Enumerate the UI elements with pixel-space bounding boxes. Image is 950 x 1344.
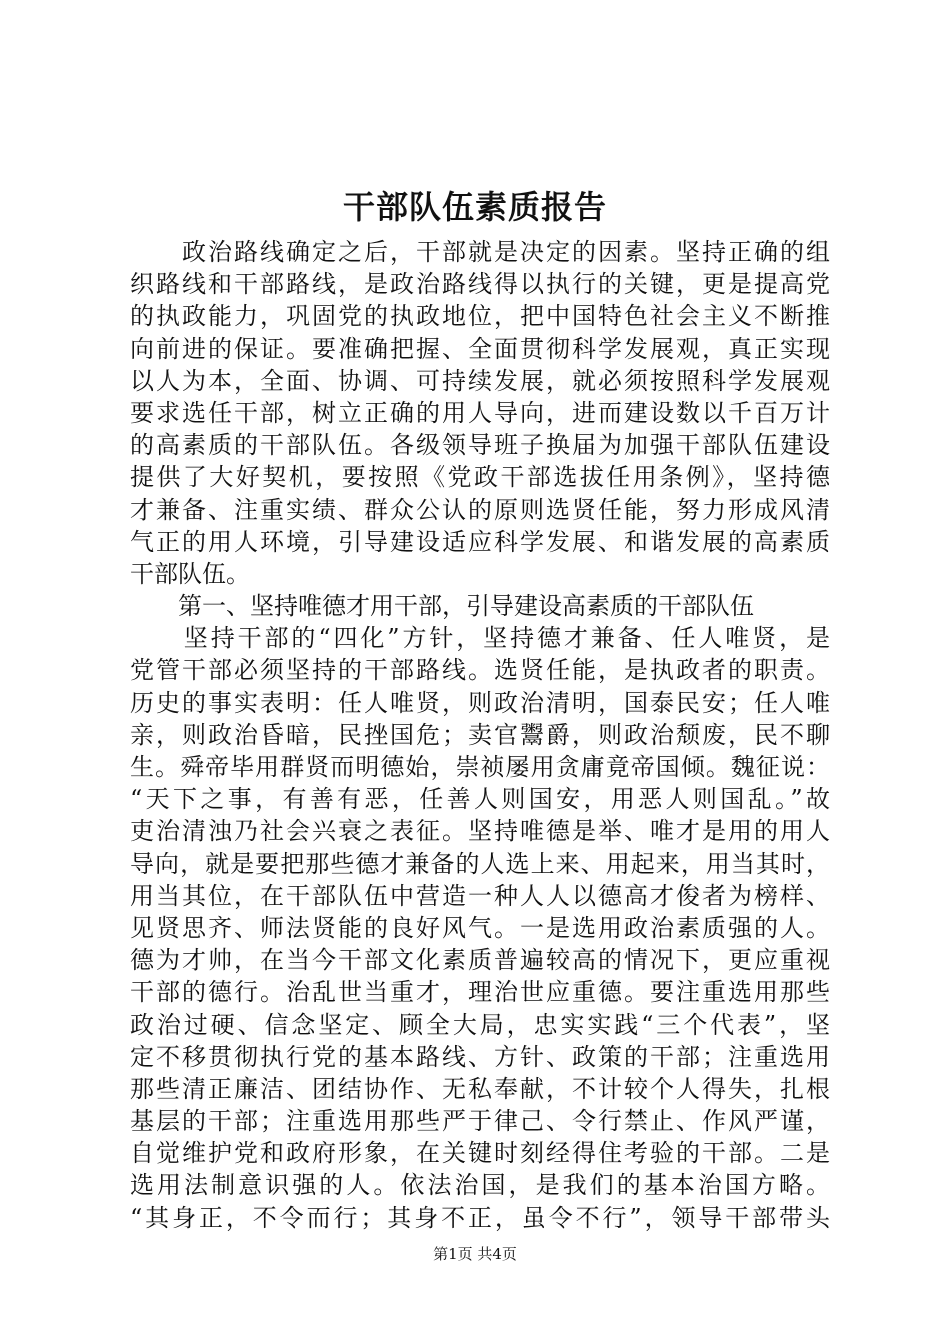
body-line: 干部的德行。治乱世当重才，理治世应重德。要注重选用那些 [130, 978, 830, 1007]
page-footer: 第1页 共4页 [433, 1245, 517, 1263]
body-line: 见贤思齐、师法贤能的良好风气。一是选用政治素质强的人。 [130, 913, 830, 942]
body-line: 基层的干部；注重选用那些严于律己、令行禁止、作风严谨， [130, 1107, 830, 1136]
body-line: 坚持干部的“四化”方针，坚持德才兼备、任人唯贤，是 [130, 624, 830, 653]
body-line: 织路线和干部路线，是政治路线得以执行的关键，更是提高党 [130, 270, 830, 299]
body-line: 的高素质的干部队伍。各级领导班子换届为加强干部队伍建设 [130, 431, 830, 460]
body-line: 的执政能力，巩固党的执政地位，把中国特色社会主义不断推 [130, 302, 830, 331]
body-line: 气正的用人环境，引导建设适应科学发展、和谐发展的高素质 [130, 527, 830, 556]
body-line: 历史的事实表明：任人唯贤，则政治清明，国泰民安；任人唯 [130, 688, 830, 717]
body-line: 定不移贯彻执行党的基本路线、方针、政策的干部；注重选用 [130, 1042, 830, 1071]
body-line: 才兼备、注重实绩、群众公认的原则选贤任能，努力形成风清 [130, 495, 830, 524]
body-line: 以人为本，全面、协调、可持续发展，就必须按照科学发展观 [130, 366, 830, 395]
body-line: 德为才帅，在当今干部文化素质普遍较高的情况下，更应重视 [130, 946, 830, 975]
section-heading: 第一、坚持唯德才用干部，引导建设高素质的干部队伍 [130, 592, 754, 621]
body-line: 要求选任干部，树立正确的用人导向，进而建设数以千百万计 [130, 398, 830, 427]
body-line: 生。舜帝毕用群贤而明德始，崇祯屡用贪庸竟帝国倾。魏征说： [130, 753, 830, 781]
body-line: 干部队伍。 [130, 559, 250, 588]
document-body [130, 236, 830, 1234]
body-line: 自觉维护党和政府形象，在关键时刻经得住考验的干部。二是 [130, 1139, 830, 1168]
body-line: 用当其位，在干部队伍中营造一种人人以德高才俊者为榜样、 [130, 881, 830, 910]
document-title: 干部队伍素质报告 [342, 188, 607, 226]
body-line: 向前进的保证。要准确把握、全面贯彻科学发展观，真正实现 [130, 334, 830, 363]
body-line: 政治过硬、信念坚定、顾全大局，忠实实践“三个代表”，坚 [130, 1010, 830, 1039]
body-line: 提供了大好契机，要按照《党政干部选拔任用条例》，坚持德 [130, 463, 830, 492]
body-line: 亲，则政治昏暗，民挫国危；卖官鬻爵，则政治颓废，民不聊 [130, 720, 830, 749]
body-line: “天下之事，有善有恶，任善人则国安，用恶人则国乱。”故 [130, 785, 830, 814]
body-line: “其身正，不令而行；其身不正，虽令不行”，领导干部带头 [130, 1203, 830, 1232]
body-line: 选用法制意识强的人。依法治国，是我们的基本治国方略。 [130, 1171, 830, 1200]
body-line: 那些清正廉洁、团结协作、无私奉献，不计较个人得失，扎根 [130, 1074, 830, 1103]
body-line: 吏治清浊乃社会兴衰之表征。坚持唯德是举、唯才是用的用人 [130, 817, 830, 846]
body-line: 导向，就是要把那些德才兼备的人选上来、用起来，用当其时， [130, 849, 830, 878]
body-line: 政治路线确定之后，干部就是决定的因素。坚持正确的组 [130, 238, 830, 266]
body-line: 党管干部必须坚持的干部路线。选贤任能，是执政者的职责。 [130, 656, 830, 685]
